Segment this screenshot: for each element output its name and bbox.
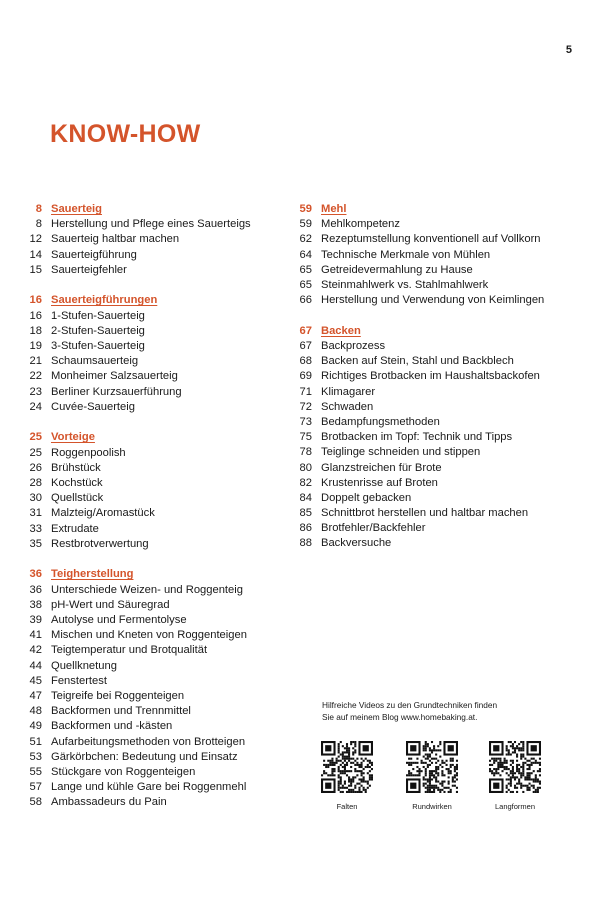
- toc-entry[interactable]: [292, 491, 582, 506]
- toc-entry[interactable]: [22, 537, 282, 552]
- entry-label: Herstellung und Pflege eines Sauerteigs: [51, 218, 251, 231]
- toc-entry[interactable]: [22, 309, 282, 324]
- entry-page-number: 35: [29, 537, 42, 550]
- entry-page-number: 23: [29, 385, 42, 398]
- toc-entry[interactable]: [292, 536, 582, 551]
- entry-page-number: 86: [299, 522, 312, 535]
- entry-page-number: 58: [29, 796, 42, 809]
- entry-label: Lange und kühle Gare bei Roggenmehl: [51, 781, 247, 794]
- entry-label: Autolyse und Fermentolyse: [51, 614, 187, 626]
- entry-page-number: 33: [29, 522, 42, 535]
- section-heading[interactable]: [292, 324, 582, 339]
- toc-section-sauerteig: [22, 202, 282, 278]
- entry-label: pH-Wert und Säuregrad: [51, 598, 170, 611]
- toc-section-vorteige: [22, 430, 282, 552]
- entry-page-number: 65: [299, 263, 312, 276]
- toc-entry[interactable]: [22, 750, 282, 765]
- entry-page-number: 12: [29, 233, 42, 246]
- toc-entry[interactable]: [22, 689, 282, 704]
- entry-page-number: 59: [299, 218, 312, 231]
- entry-label: Bedampfungsmethoden: [321, 415, 440, 428]
- qr-item-langformen[interactable]: [480, 741, 550, 811]
- entry-label: Restbrotverwertung: [51, 537, 149, 550]
- toc-entry[interactable]: [292, 369, 582, 384]
- toc-entry[interactable]: [292, 521, 582, 536]
- entry-label: Brotbacken im Topf: Technik und Tipps: [321, 431, 513, 444]
- toc-section-sauerteigfuehrungen: [22, 293, 282, 415]
- entry-page-number: 15: [29, 263, 42, 276]
- entry-label: 2-Stufen-Sauerteig: [51, 324, 145, 337]
- toc-entry[interactable]: [292, 339, 582, 354]
- toc-entry[interactable]: [22, 248, 282, 263]
- toc-entry[interactable]: [292, 293, 582, 308]
- entry-page-number: 24: [29, 400, 42, 413]
- entry-page-number: 66: [299, 294, 312, 307]
- entry-label: Sauerteigführung: [51, 248, 137, 261]
- entry-label: Backprozess: [321, 340, 386, 352]
- entry-page-number: 22: [29, 370, 42, 383]
- qr-intro-text: [322, 699, 582, 723]
- toc-entry[interactable]: [292, 385, 582, 400]
- page-title: KNOW-HOW: [50, 120, 201, 148]
- entry-label: Backformen und -kästen: [51, 720, 173, 733]
- entry-page-number: 28: [29, 477, 42, 489]
- entry-page-number: 80: [299, 461, 312, 474]
- toc-entry[interactable]: [292, 430, 582, 445]
- section-title: Vorteige: [51, 431, 95, 444]
- toc-entry[interactable]: [292, 263, 582, 278]
- toc-entry[interactable]: [22, 369, 282, 384]
- entry-page-number: 48: [29, 705, 42, 718]
- qr-item-rundwirken[interactable]: [397, 741, 467, 811]
- toc-entry[interactable]: [22, 522, 282, 537]
- toc-section-mehl: [292, 202, 582, 308]
- section-title: Sauerteig: [51, 203, 102, 215]
- toc-entry[interactable]: [292, 461, 582, 476]
- toc-entry[interactable]: [22, 795, 282, 810]
- toc-entry[interactable]: [22, 476, 282, 491]
- entry-label: Backen auf Stein, Stahl und Backblech: [321, 355, 514, 368]
- entry-label: Teigtemperatur und Brotqualität: [51, 644, 208, 657]
- entry-page-number: 71: [299, 385, 312, 398]
- toc-entry[interactable]: [22, 506, 282, 521]
- section-title: Backen: [321, 324, 361, 337]
- entry-label: Steinmahlwerk vs. Stahlmahlwerk: [321, 278, 489, 291]
- entry-label: Herstellung und Verwendung von Keimlingen: [321, 294, 545, 307]
- entry-page-number: 64: [299, 248, 312, 261]
- entry-page-number: 51: [29, 735, 42, 748]
- entry-page-number: 53: [29, 750, 42, 763]
- qr-intro-line: Hilfreiche Videos zu den Grundtechniken finden: [322, 700, 498, 710]
- toc-entry[interactable]: [22, 780, 282, 795]
- entry-label: Unterschiede Weizen- und Roggenteig: [51, 583, 243, 596]
- entry-label: Roggenpoolish: [51, 446, 126, 459]
- entry-page-number: 57: [29, 781, 42, 794]
- entry-page-number: 31: [29, 507, 42, 520]
- section-title: Teigherstellung: [51, 568, 134, 581]
- entry-label: Backversuche: [321, 537, 392, 550]
- toc-entry[interactable]: [22, 643, 282, 658]
- toc-entry[interactable]: [292, 476, 582, 491]
- entry-page-number: 25: [29, 446, 42, 459]
- entry-page-number: 73: [299, 415, 312, 428]
- toc-entry[interactable]: [22, 659, 282, 674]
- toc-entry[interactable]: [22, 583, 282, 598]
- qr-intro-line: Sie auf meinem Blog www.homebaking.at.: [322, 712, 478, 722]
- entry-label: Brotfehler/Backfehler: [321, 522, 426, 535]
- toc-entry[interactable]: [22, 719, 282, 734]
- toc-entry[interactable]: [292, 232, 582, 247]
- entry-page-number: 78: [299, 446, 312, 459]
- section-page-number: 16: [29, 294, 42, 307]
- entry-label: Schaumsauerteig: [51, 355, 139, 368]
- section-heading[interactable]: [22, 567, 282, 582]
- section-page-number: 8: [35, 203, 42, 215]
- toc-left-column: [22, 202, 282, 826]
- entry-page-number: 39: [29, 614, 42, 626]
- entry-page-number: 75: [299, 431, 312, 444]
- toc-entry[interactable]: [292, 278, 582, 293]
- entry-label: Brühstück: [51, 461, 101, 474]
- toc-entry[interactable]: [22, 491, 282, 506]
- entry-label: Stückgare von Roggenteigen: [51, 765, 196, 778]
- entry-page-number: 36: [29, 583, 42, 596]
- toc-entry[interactable]: [22, 232, 282, 247]
- entry-page-number: 72: [299, 400, 312, 413]
- qr-code-icon[interactable]: [406, 741, 458, 793]
- entry-label: Monheimer Salzsauerteig: [51, 370, 178, 383]
- toc-entry[interactable]: [22, 339, 282, 354]
- entry-label: Ambassadeurs du Pain: [51, 796, 167, 809]
- qr-video-section: [322, 699, 582, 811]
- section-heading[interactable]: [292, 202, 582, 217]
- entry-label: Teigreife bei Roggenteigen: [51, 689, 185, 702]
- entry-page-number: 85: [299, 507, 312, 520]
- entry-label: Doppelt gebacken: [321, 491, 412, 504]
- entry-page-number: 65: [299, 278, 312, 291]
- entry-label: 3-Stufen-Sauerteig: [51, 340, 145, 352]
- toc-entry[interactable]: [22, 263, 282, 278]
- toc-entry[interactable]: [22, 461, 282, 476]
- toc-entry[interactable]: [22, 446, 282, 461]
- entry-page-number: 88: [299, 537, 312, 550]
- toc-entry[interactable]: [22, 217, 282, 232]
- entry-label: Richtiges Brotbacken im Haushaltsbackofen: [321, 370, 540, 383]
- section-heading[interactable]: [22, 293, 282, 308]
- entry-label: Cuvée-Sauerteig: [51, 400, 135, 413]
- section-page-number: 25: [29, 431, 42, 444]
- entry-page-number: 8: [35, 218, 42, 231]
- entry-label: Quellstück: [51, 492, 104, 505]
- qr-item-falten[interactable]: [312, 741, 382, 811]
- entry-label: Technische Merkmale von Mühlen: [321, 248, 491, 261]
- entry-label: Teiglinge schneiden und stippen: [321, 446, 481, 459]
- section-heading[interactable]: [22, 430, 282, 445]
- toc-entry[interactable]: [22, 674, 282, 689]
- toc-right-column: [292, 202, 582, 567]
- qr-code-icon[interactable]: [489, 741, 541, 793]
- toc-entry[interactable]: [22, 628, 282, 643]
- entry-label: Sauerteig haltbar machen: [51, 233, 180, 246]
- section-page-number: 36: [29, 568, 42, 581]
- entry-label: Malzteig/Aromastück: [51, 507, 155, 520]
- entry-label: Aufarbeitungsmethoden von Brotteigen: [51, 735, 246, 748]
- toc-entry[interactable]: [22, 324, 282, 339]
- toc-section-backen: [292, 324, 582, 552]
- entry-label: Rezeptumstellung konventionell auf Vollkorn: [321, 233, 541, 246]
- entry-label: Glanzstreichen für Brote: [321, 461, 442, 474]
- entry-label: Mischen und Kneten von Roggenteigen: [51, 629, 247, 642]
- toc-entry[interactable]: [292, 415, 582, 430]
- section-page-number: 59: [299, 203, 312, 215]
- entry-label: Extrudate: [51, 522, 99, 535]
- entry-page-number: 49: [29, 720, 42, 733]
- qr-label: Falten: [336, 802, 358, 811]
- entry-label: Klimagarer: [321, 385, 376, 398]
- toc-entry[interactable]: [292, 354, 582, 369]
- entry-label: Backformen und Trennmittel: [51, 705, 191, 718]
- entry-page-number: 18: [29, 324, 42, 337]
- entry-page-number: 26: [29, 461, 42, 474]
- entry-page-number: 42: [29, 644, 42, 657]
- entry-page-number: 68: [299, 355, 312, 368]
- toc-entry[interactable]: [22, 704, 282, 719]
- entry-page-number: 67: [299, 340, 312, 352]
- qr-label: Langformen: [494, 802, 536, 811]
- toc-entry[interactable]: [22, 354, 282, 369]
- entry-page-number: 41: [29, 629, 42, 642]
- toc-entry[interactable]: [22, 385, 282, 400]
- entry-page-number: 16: [29, 309, 42, 322]
- toc-entry[interactable]: [292, 400, 582, 415]
- qr-code-list: [322, 741, 582, 821]
- entry-label: Berliner Kurzsauerführung: [51, 385, 182, 398]
- entry-label: Getreidevermahlung zu Hause: [321, 263, 473, 276]
- page-number: 5: [565, 44, 572, 56]
- toc-entry[interactable]: [22, 613, 282, 628]
- entry-label: Schwaden: [321, 400, 374, 413]
- entry-page-number: 45: [29, 674, 42, 687]
- entry-page-number: 38: [29, 598, 42, 611]
- entry-label: Quellknetung: [51, 659, 117, 672]
- entry-page-number: 19: [29, 340, 42, 352]
- entry-page-number: 84: [299, 491, 312, 504]
- entry-page-number: 55: [29, 765, 42, 778]
- entry-page-number: 44: [29, 659, 42, 672]
- entry-label: Krustenrisse auf Broten: [321, 476, 438, 489]
- toc-entry[interactable]: [22, 735, 282, 750]
- entry-label: Mehlkompetenz: [321, 218, 400, 231]
- entry-label: Gärkörbchen: Bedeutung und Einsatz: [51, 750, 238, 763]
- section-page-number: 67: [299, 324, 312, 337]
- entry-label: Sauerteigfehler: [51, 263, 127, 276]
- toc-entry[interactable]: [22, 765, 282, 780]
- entry-page-number: 47: [29, 689, 42, 702]
- section-heading[interactable]: [22, 202, 282, 217]
- entry-page-number: 21: [29, 355, 42, 368]
- toc-entry[interactable]: [292, 506, 582, 521]
- qr-code-icon[interactable]: [321, 741, 373, 793]
- toc-entry[interactable]: [292, 217, 582, 232]
- toc-entry[interactable]: [292, 445, 582, 460]
- entry-label: Fenstertest: [51, 674, 107, 687]
- entry-page-number: 69: [299, 370, 312, 383]
- entry-page-number: 14: [29, 248, 42, 261]
- section-title: Mehl: [321, 203, 347, 215]
- entry-page-number: 82: [299, 476, 312, 489]
- toc-section-teigherstellung: [22, 567, 282, 810]
- entry-page-number: 62: [299, 233, 312, 246]
- entry-label: Schnittbrot herstellen und haltbar machen: [321, 507, 529, 520]
- entry-label: Kochstück: [51, 477, 103, 489]
- entry-label: 1-Stufen-Sauerteig: [51, 309, 145, 322]
- toc-entry[interactable]: [22, 598, 282, 613]
- toc-entry[interactable]: [292, 248, 582, 263]
- qr-label: Rundwirken: [412, 802, 452, 811]
- toc-entry[interactable]: [22, 400, 282, 415]
- entry-page-number: 30: [29, 492, 42, 505]
- section-title: Sauerteigführungen: [51, 294, 158, 307]
